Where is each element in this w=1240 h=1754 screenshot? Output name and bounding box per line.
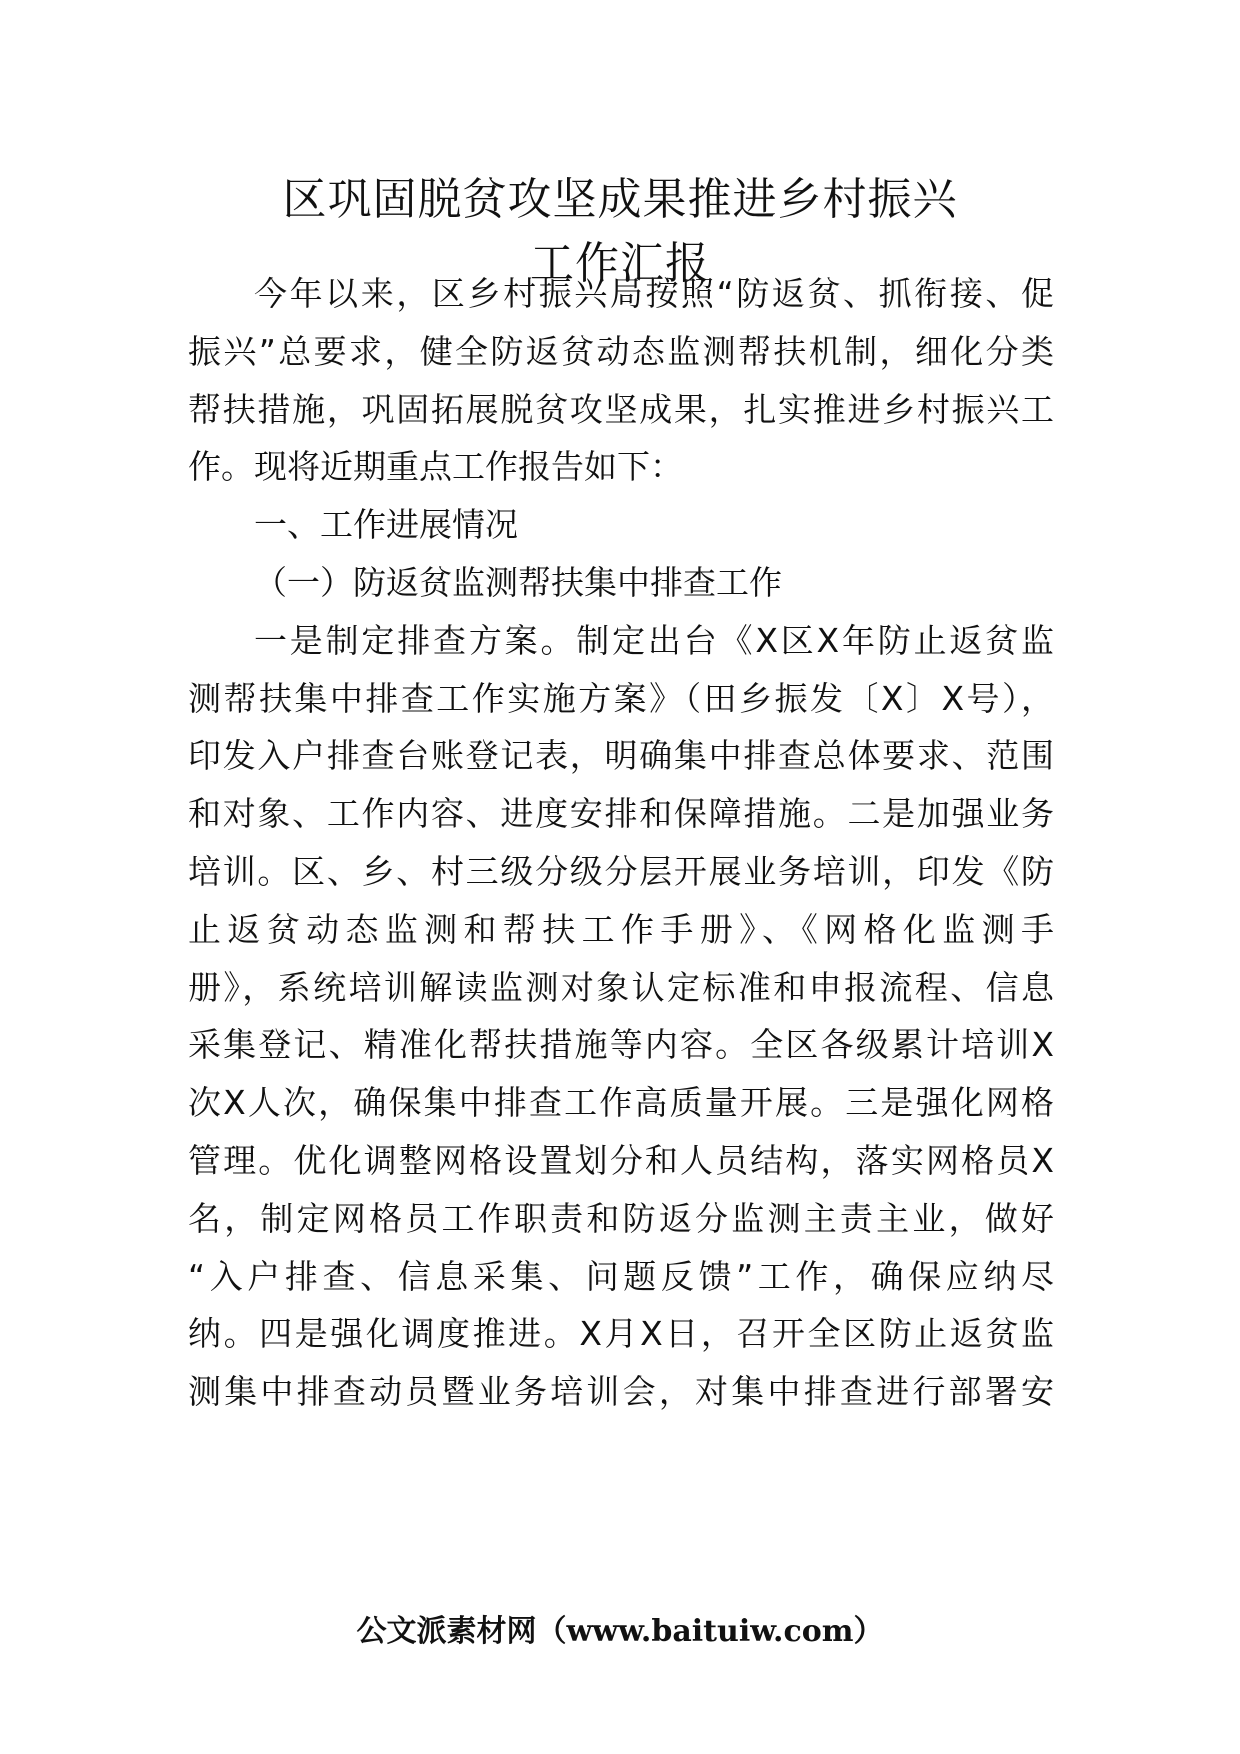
body-text-line: 测集中排查动员暨业务培训会，对集中排查进行部署安 bbox=[188, 1372, 1054, 1412]
body-text-line: 一是制定排查方案。制定出台《X区X年防止返贫监 bbox=[254, 620, 1054, 660]
document-title-line-1: 区巩固脱贫攻坚成果推进乡村振兴 bbox=[282, 174, 958, 225]
body-text-line: 管理。优化调整网格设置划分和人员结构，落实网格员X bbox=[188, 1141, 1054, 1180]
body-text-line: 止返贫动态监测和帮扶工作手册》、《网格化监测手 bbox=[188, 909, 1054, 949]
body-text-line: 今年以来，区乡村振兴局按照“防返贫、抓衔接、促 bbox=[254, 274, 1054, 313]
body-text-line: 振兴”总要求，健全防返贫动态监测帮扶机制，细化分类 bbox=[188, 331, 1054, 371]
body-text-line: 册》，系统培训解读监测对象认定标准和申报流程、信息 bbox=[188, 967, 1054, 1007]
body-text-line: “入户排查、信息采集、问题反馈”工作，确保应纳尽 bbox=[188, 1256, 1054, 1296]
body-text-line: 培训。区、乡、村三级分级分层开展业务培训，印发《防 bbox=[188, 852, 1054, 891]
body-text-line: 一、工作进展情况 bbox=[254, 505, 518, 545]
document-title-line-2: 工作汇报 bbox=[530, 238, 710, 289]
body-text-line: （一）防返贫监测帮扶集中排查工作 bbox=[254, 563, 782, 602]
body-text-line: 印发入户排查台账登记表，明确集中排查总体要求、范围 bbox=[188, 736, 1054, 776]
body-text-line: 纳。四是强化调度推进。X月X日，召开全区防止返贫监 bbox=[188, 1314, 1054, 1354]
footer-watermark: 公文派素材网（www.baituiw.com） bbox=[356, 1614, 884, 1649]
body-text-line: 帮扶措施，巩固拓展脱贫攻坚成果，扎实推进乡村振兴工 bbox=[188, 389, 1054, 429]
body-text-line: 次X人次，确保集中排查工作高质量开展。三是强化网格 bbox=[188, 1083, 1054, 1123]
body-text-line: 和对象、工作内容、进度安排和保障措施。二是加强业务 bbox=[188, 794, 1054, 834]
body-text-line: 名，制定网格员工作职责和防返分监测主责主业，做好 bbox=[188, 1198, 1054, 1238]
body-text-line: 采集登记、精准化帮扶措施等内容。全区各级累计培训X bbox=[188, 1025, 1054, 1065]
body-text-line: 测帮扶集中排查工作实施方案》（田乡振发〔X〕X号）， bbox=[188, 678, 1054, 718]
body-text-line: 作。现将近期重点工作报告如下： bbox=[188, 447, 683, 487]
